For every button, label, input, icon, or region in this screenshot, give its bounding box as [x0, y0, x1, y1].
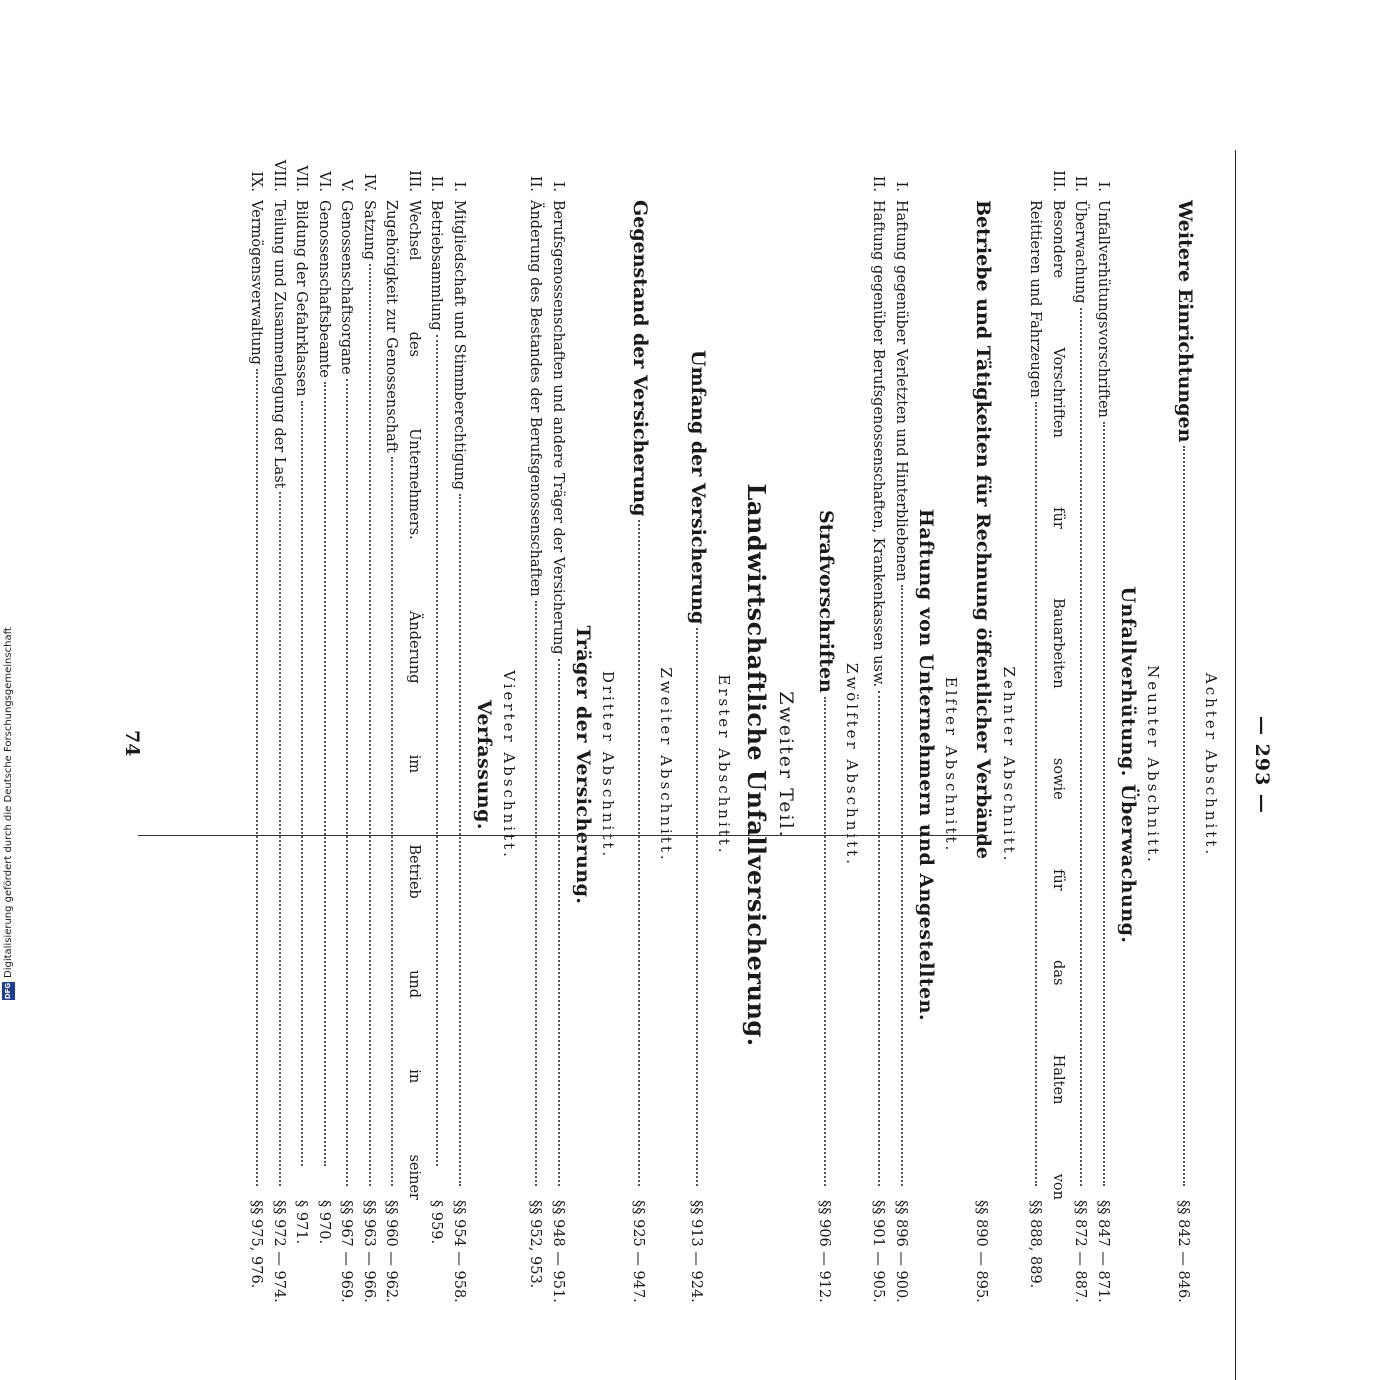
dot-leader [1103, 422, 1105, 1186]
table-of-contents [245, 150, 1226, 1380]
section-label-elfter: Elfter Abschnitt. [942, 676, 960, 854]
dot-leader [901, 585, 903, 1186]
section-label-zehnter: Zehnter Abschnitt. [1000, 666, 1018, 864]
section-title-neunter: Unfallverhütung. Überwachung. [1117, 586, 1139, 944]
toc-entry-weitere-einrichtungen [1168, 150, 1200, 1380]
dot-leader [257, 369, 259, 1186]
dot-leader [824, 697, 826, 1186]
toc-entry: I. Unfallverhütungsvorschriften §§ 847 — 871. [1095, 181, 1111, 1303]
toc-entry: I. Berufsgenossenschaften und andere Träger der Versicherung §§ 948 — 951. [550, 181, 566, 1303]
part-title: Landwirtschaftliche Unfallversicherung. [742, 483, 771, 1047]
toc-entry-gegenstand: Gegenstand der Versicherung §§ 925 — 947. [629, 200, 651, 1303]
dot-leader [324, 382, 326, 1166]
toc-entry: VIII. Teilung und Zusammenlegung der Last §§ 972 — 974. [271, 159, 287, 1303]
toc-entry: IV. Satzung §§ 963 — 966. [361, 173, 377, 1303]
dot-leader [536, 601, 538, 1186]
toc-entry: II. Betriebsammlung § 959. [428, 175, 445, 1245]
entry-ref: §§ 842 — 846. [1175, 1200, 1191, 1303]
section-title-dritter: Träger der Versicherung. [572, 625, 594, 905]
credit-text: Digitalisierung gefördert durch die Deutsche Forschungsgemeinschaft [2, 627, 14, 978]
toc-entry-continuation: Zugehörigkeit zur Genossenschaft §§ 960 — 962. [383, 200, 400, 1303]
dot-leader [696, 628, 698, 1186]
part-label: Zweiter Teil. [775, 691, 797, 839]
toc-entry-continuation: Reittieren und Fahrzeugen §§ 888, 889. [1027, 200, 1044, 1289]
toc-entry: V. Genossenschaftsorgane §§ 967 — 969. [338, 179, 355, 1303]
dot-leader [459, 494, 461, 1186]
section-label-neunter: Neunter Abschnitt. [1144, 665, 1162, 865]
dot-leader [392, 457, 394, 1186]
page-mark: 74 [121, 730, 143, 757]
dot-leader [279, 492, 281, 1186]
dot-leader [369, 264, 371, 1186]
header-rule [1235, 150, 1236, 1380]
dot-leader [347, 379, 349, 1186]
toc-entry: IX. Vermögensverwaltung §§ 975, 976. [248, 171, 265, 1289]
toc-entry: III. Besondere Vorschriften für Bauarbeiten sowie für das Halten von [1050, 170, 1066, 1200]
toc-entry: II. Überwachung §§ 872 — 887. [1072, 175, 1089, 1303]
section-label-erster: Erster Abschnitt. [715, 674, 733, 856]
toc-entry-strafvorschriften: Strafvorschriften §§ 906 — 912. [815, 510, 837, 1303]
entry-title: Weitere Einrichtungen [1174, 200, 1196, 443]
column-rule [138, 835, 988, 836]
section-label-vierter: Vierter Abschnitt. [500, 670, 518, 860]
toc-entry-betriebe: Betriebe und Tätigkeiten für Rechnung öffentlicher Verbände §§ 890 — 895. [972, 200, 994, 1303]
section-label-achter: Achter Abschnitt. [1202, 672, 1220, 858]
toc-entry: VI. Genossenschaftsbeamte § 970. [316, 171, 332, 1245]
dfg-logo-icon: DFG [2, 982, 15, 1000]
section-title-vierter: Verfassung. [473, 699, 495, 830]
dot-leader [1183, 446, 1185, 1186]
page-number-header: — 293 — [1251, 716, 1273, 814]
toc-entry: II. Haftung gegenüber Berufsgenossenschaften, Krankenkassen usw. §§ 901 — 905. [870, 175, 887, 1303]
dot-leader [638, 520, 640, 1186]
dot-leader [879, 691, 881, 1186]
section-label-dritter: Dritter Abschnitt. [599, 670, 617, 860]
toc-entry: I. Mitgliedschaft und Stimmberechtigung §§ 954 — 958. [451, 181, 467, 1303]
dot-leader [558, 659, 560, 1186]
dot-leader [302, 401, 304, 1166]
dot-leader [437, 335, 439, 1166]
section-title-elfter: Haftung von Unternehmern und Angestellten. [915, 508, 937, 1022]
digitization-credit [0, 600, 16, 1000]
toc-entry: VII. Bildung der Gefahrklassen § 971. [293, 165, 310, 1245]
dot-leader [1081, 308, 1083, 1187]
toc-entry: I. Haftung gegenüber Verletzten und Hinterbliebenen §§ 896 — 900. [893, 181, 909, 1303]
section-label-zweiter: Zweiter Abschnitt. [657, 667, 675, 863]
section-label-zwoelfter: Zwölfter Abschnitt. [843, 663, 861, 867]
toc-entry: III. Wechsel des Unternehmers. Änderung im Betrieb und in seiner [406, 170, 422, 1200]
dot-leader [1036, 402, 1038, 1186]
toc-entry: II. Änderung des Bestandes der Berufsgenossenschaften §§ 952, 953. [527, 175, 544, 1289]
toc-entry-umfang: Umfang der Versicherung §§ 913 — 924. [687, 350, 709, 1303]
